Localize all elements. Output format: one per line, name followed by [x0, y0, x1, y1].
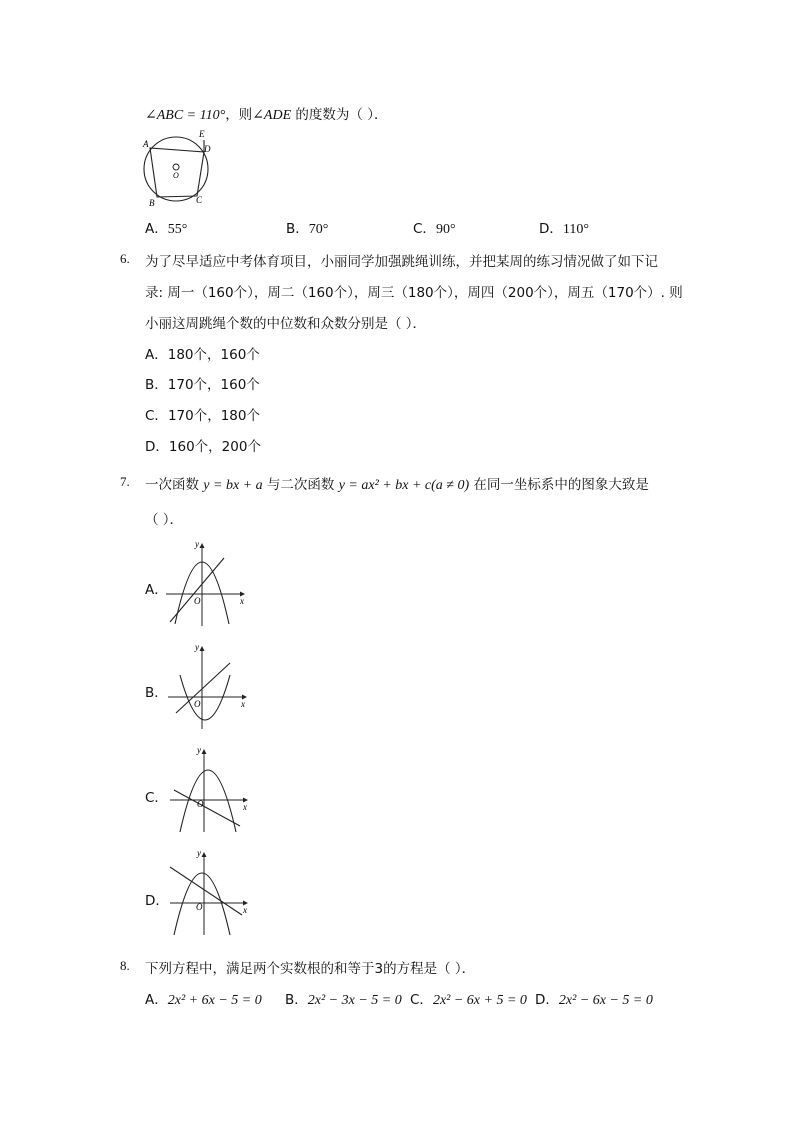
q5-stem-mid: ，则 [225, 107, 253, 123]
q6-option-c[interactable]: C．170个，180个 [145, 408, 260, 424]
y-label: y [197, 745, 201, 755]
q7-graph-b[interactable] [162, 641, 252, 733]
origin-label: O [194, 699, 201, 709]
origin-label: O [197, 799, 204, 809]
circle-o [144, 137, 208, 201]
y-label: y [197, 848, 201, 858]
q8-option-b[interactable]: B．2x² − 3x − 5 = 0 [285, 992, 402, 1008]
y-axis-arrow-icon [200, 646, 205, 651]
y-label: y [195, 539, 199, 549]
q7-graph-a[interactable] [162, 538, 252, 630]
q7-stem: 一次函数 y = bx + a 与二次函数 y = ax² + bx + c(a ≠ 0) 在同一坐标系中的图象大致是 [145, 477, 649, 493]
parabola [180, 770, 236, 832]
q5-option-b[interactable]: B．70° [286, 221, 329, 237]
q7-option-b[interactable]: B． [145, 685, 168, 701]
q5-stem-tail: 的度数为（ ）． [291, 107, 388, 123]
q8-option-c[interactable]: C．2x² − 6x + 5 = 0 [410, 992, 527, 1008]
line [170, 558, 224, 622]
label-e: E [199, 129, 205, 139]
q7-option-c[interactable]: C． [145, 790, 168, 806]
label-a: A [143, 139, 149, 149]
q7-formula-linear: y = bx + a [203, 478, 263, 493]
q5-option-c[interactable]: C．90° [413, 221, 456, 237]
q7-graph-c[interactable] [164, 744, 254, 836]
label-c: C [196, 195, 203, 205]
label-b: B [149, 198, 155, 208]
x-label: x [240, 596, 244, 606]
y-label: y [195, 642, 199, 652]
q5-circle-figure [138, 126, 218, 208]
x-label: x [241, 699, 245, 709]
label-d: D [204, 144, 211, 154]
q7-stem-line-2: （ ）． [145, 512, 184, 528]
center-o-mark [173, 164, 179, 170]
q6-option-b[interactable]: B．170个，160个 [145, 377, 260, 393]
q8-number: 8. [120, 958, 130, 973]
y-axis-arrow-icon [200, 543, 205, 548]
q6-line-1: 为了尽早适应中考体育项目，小丽同学加强跳绳训练，并把某周的练习情况做了如下记 [145, 254, 658, 270]
q8-option-a[interactable]: A．2x² + 6x − 5 = 0 [145, 992, 262, 1008]
q7-option-a[interactable]: A． [145, 582, 168, 598]
q6-number: 6. [120, 251, 130, 266]
q7-number: 7. [120, 474, 130, 489]
q6-line-3: 小丽这周跳绳个数的中位数和众数分别是（ ）． [145, 316, 427, 332]
q8-stem: 下列方程中，满足两个实数根的和等于3的方程是（ ）． [145, 961, 476, 977]
q5-stem [145, 103, 387, 124]
y-axis-arrow-icon [202, 749, 207, 754]
q6-line-2: 录: 周一（160个），周二（160个），周三（180个），周四（200个），周五（170个）. 则 [145, 285, 683, 301]
q5-option-a[interactable]: A．55° [145, 221, 188, 237]
q7-formula-quadratic: y = ax² + bx + c(a ≠ 0) [338, 478, 470, 493]
origin-label: O [196, 902, 203, 912]
q5-angle-ade: ∠ADE [252, 108, 292, 123]
q5-angle-abc: ∠ABC = 110° [145, 108, 226, 123]
x-label: x [243, 905, 247, 915]
q5-option-d[interactable]: D．110° [539, 221, 589, 237]
q6-option-d[interactable]: D．160个，200个 [145, 439, 261, 455]
q7-graph-d[interactable] [164, 847, 254, 939]
q6-option-a[interactable]: A．180个，160个 [145, 347, 260, 363]
q7-option-d[interactable]: D． [145, 893, 169, 909]
x-label: x [243, 802, 247, 812]
y-axis-arrow-icon [202, 852, 207, 857]
q8-option-d[interactable]: D．2x² − 6x − 5 = 0 [535, 992, 653, 1008]
label-o: O [173, 171, 179, 180]
origin-label: O [194, 596, 201, 606]
